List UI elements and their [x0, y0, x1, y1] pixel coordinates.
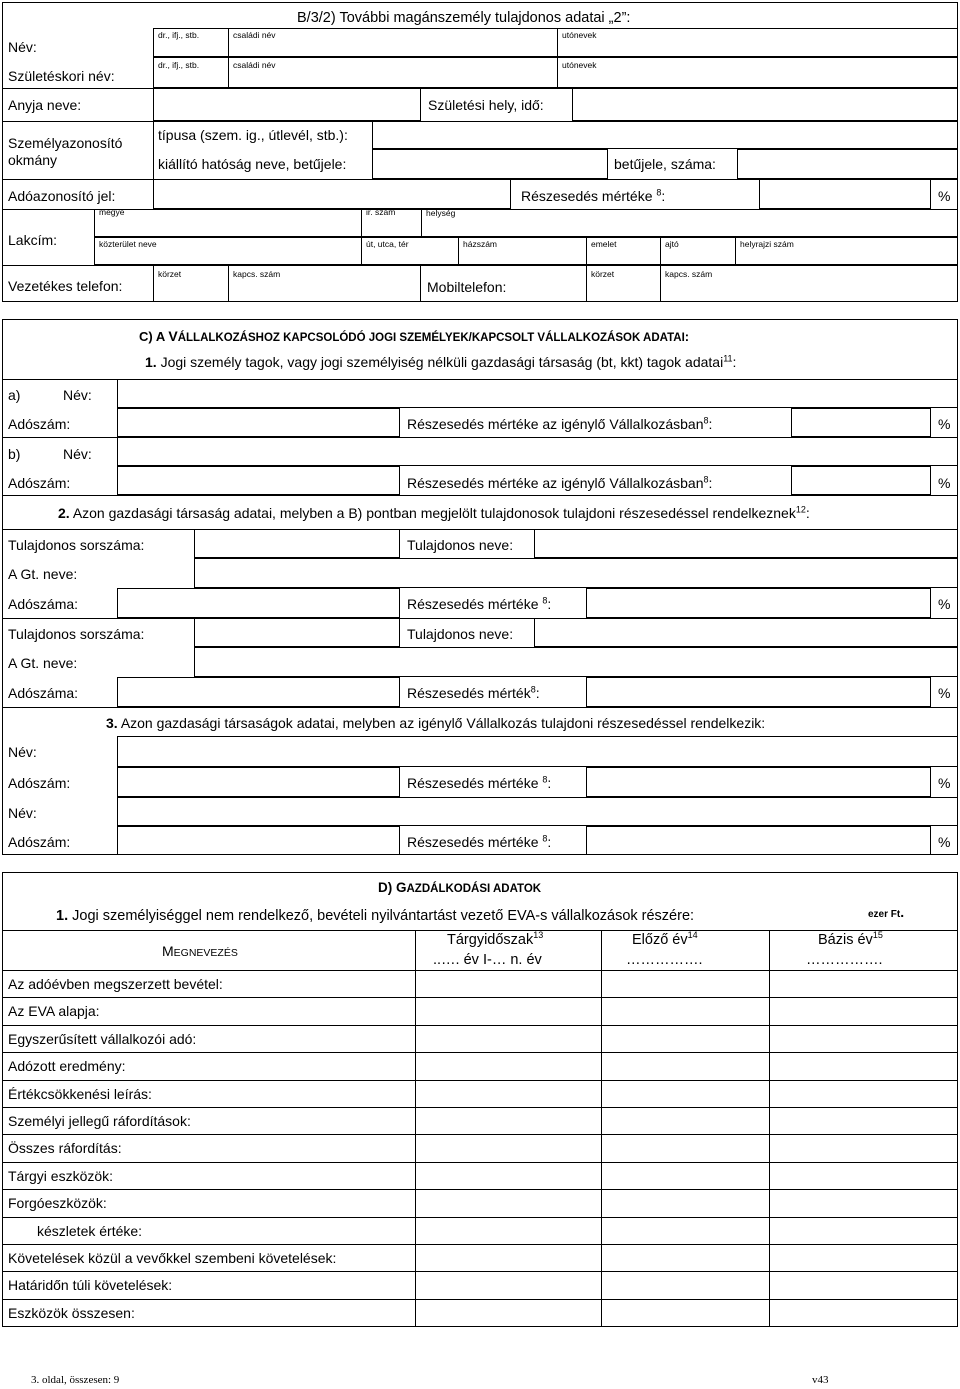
financial-value-cell-1[interactable]: [415, 1299, 601, 1326]
c3-adoszam-1-label: Adószám:: [8, 775, 71, 791]
lakcim-label: Lakcím:: [8, 232, 58, 248]
financial-value-cell-1[interactable]: [415, 1189, 601, 1216]
financial-value-cell-2[interactable]: [601, 1299, 769, 1326]
korzet-caption-2: körzet: [591, 269, 615, 279]
c3-adoszam-1-input[interactable]: [117, 767, 400, 797]
financial-value-cell-3[interactable]: [769, 1299, 958, 1326]
c3-nev-1-input[interactable]: [117, 736, 958, 767]
b-label: b): [8, 446, 21, 462]
financial-value-cell-2[interactable]: [601, 1080, 769, 1107]
b-adoszam-input[interactable]: [117, 466, 400, 495]
ajto-caption: ajtó: [665, 239, 679, 249]
financial-row-label: Adózott eredmény:: [8, 1058, 126, 1075]
a-reszesedes-label: Részesedés mértéke az igénylő Vállalkozásban$^8$:: [407, 415, 713, 432]
emelet-caption: emelet: [591, 239, 617, 249]
financial-value-cell-2[interactable]: [601, 1271, 769, 1298]
reszesedes-2-input[interactable]: [586, 677, 931, 707]
financial-value-cell-3[interactable]: [769, 1107, 958, 1134]
adoszama-1-input[interactable]: [117, 588, 400, 618]
adoszama-2-label: Adószáma:: [8, 685, 79, 701]
tulajdonos-neve-1-label: Tulajdonos neve:: [407, 537, 514, 553]
row-divider: [2, 1189, 958, 1190]
financial-value-cell-3[interactable]: [769, 970, 958, 997]
section-c-sub1: 1. Jogi személy tagok, vagy jogi személyiség nélküli gazdasági társaság (bt, kkt) tagok adatai$^{11}$:: [145, 353, 737, 370]
irszam-caption: ir. szám: [366, 207, 396, 217]
financial-value-cell-1[interactable]: [415, 1025, 601, 1052]
kapcs-caption-2: kapcs. szám: [665, 269, 713, 279]
gt-neve-1-input[interactable]: [194, 558, 958, 588]
reszesedes-input[interactable]: [759, 179, 931, 209]
section-b-title: B/3/2) További magánszemély tulajdonos adatai „2”:: [297, 10, 631, 26]
col1-period: ..…. év I-… n. év: [433, 952, 542, 968]
tulajdonos-sorszama-1-input[interactable]: [194, 529, 400, 558]
vezetekes-label: Vezetékes telefon:: [8, 278, 123, 294]
percent-sign: %: [938, 188, 951, 204]
financial-value-cell-3[interactable]: [769, 1244, 958, 1271]
b-reszesedes-input[interactable]: [791, 466, 931, 495]
financial-value-cell-3[interactable]: [769, 997, 958, 1024]
col3-header: Bázis $év^{15}$: [818, 930, 883, 948]
kiallito-label: kiállító hatóság neve, betűjele:: [158, 156, 347, 172]
col2-period: …………….: [626, 952, 703, 968]
financial-value-cell-2[interactable]: [601, 970, 769, 997]
reszesedes-label: Részesedés mértéke $^8$:: [521, 187, 666, 204]
tipusa-label: típusa (szem. ig., útlevél, stb.):: [158, 127, 348, 143]
section-d-sub1: 1. Jogi személyiséggel nem rendelkező, bevételi nyilvántartást vezető EVA-s vállalkozások részére:: [56, 908, 695, 924]
financial-value-cell-2[interactable]: [601, 1189, 769, 1216]
c3-reszesedes-2-input[interactable]: [586, 826, 931, 855]
b-nev-label: Név:: [63, 446, 92, 462]
financial-value-cell-3[interactable]: [769, 1134, 958, 1161]
dr-ifj-caption-2: dr., ifj., stb.: [158, 60, 200, 70]
financial-value-cell-3[interactable]: [769, 1217, 958, 1244]
financial-value-cell-2[interactable]: [601, 1244, 769, 1271]
financial-value-cell-1[interactable]: [415, 1244, 601, 1271]
megye-caption: megye: [99, 207, 125, 217]
ezer-ft-label: ezer Ft.: [868, 904, 905, 920]
financial-value-cell-3[interactable]: [769, 1189, 958, 1216]
financial-row-label: készletek értéke:: [37, 1222, 143, 1239]
adoszama-2-input[interactable]: [117, 677, 400, 707]
financial-row-label: Követelések közül a vevőkkel szembeni követelések:: [8, 1250, 337, 1266]
szuletesi-hely-label: Születési hely, idő:: [428, 97, 544, 113]
financial-value-cell-3[interactable]: [769, 1025, 958, 1052]
c3-reszesedes-1-input[interactable]: [586, 767, 931, 797]
version-label: v43: [812, 1374, 829, 1386]
c3-adoszam-2-label: Adószám:: [8, 834, 71, 850]
gt-neve-2-label: A Gt. neve:: [8, 655, 78, 671]
c3-percent-2: %: [938, 834, 951, 850]
tulajdonos-neve-1-input[interactable]: [534, 529, 958, 558]
financial-value-cell-2[interactable]: [601, 1025, 769, 1052]
financial-value-cell-1[interactable]: [415, 1134, 601, 1161]
kozterulet-caption: közterület neve: [99, 239, 157, 249]
financial-row-label: Egyszerűsített vállalkozói adó:: [8, 1030, 197, 1047]
financial-value-cell-1[interactable]: [415, 997, 601, 1024]
financial-value-cell-1[interactable]: [415, 1217, 601, 1244]
kapcs-caption: kapcs. szám: [233, 269, 281, 279]
helyseg-caption: helység: [426, 208, 456, 218]
a-nev-input[interactable]: [117, 379, 958, 408]
financial-value-cell-3[interactable]: [769, 1052, 958, 1079]
helyrajzi-caption: helyrajzi szám: [740, 239, 794, 249]
betujele-input[interactable]: [737, 149, 958, 179]
row-divider: [2, 1244, 958, 1245]
gt-neve-1-label: A Gt. neve:: [8, 566, 78, 582]
a-nev-label: Név:: [63, 387, 92, 403]
szemelyazonosito-label: Személyazonosító: [8, 135, 123, 151]
financial-value-cell-2[interactable]: [601, 997, 769, 1024]
nev-label: Név:: [8, 39, 37, 55]
szuletesi-hely-input[interactable]: [572, 88, 958, 121]
b-adoszam-label: Adószám:: [8, 475, 71, 491]
financial-row-label: Eszközök összesen:: [8, 1304, 135, 1321]
financial-row-label: Értékcsökkenési leírás:: [8, 1085, 152, 1102]
a-percent: %: [938, 416, 951, 432]
financial-row-label: Határidőn túli követelések:: [8, 1277, 173, 1294]
financial-value-cell-2[interactable]: [601, 1052, 769, 1079]
tulajdonos-sorszama-2-input[interactable]: [194, 618, 400, 647]
nev-input[interactable]: [153, 28, 958, 57]
tulajdonos-sorszama-2-label: Tulajdonos sorszáma:: [8, 626, 145, 642]
financial-value-cell-1[interactable]: [415, 1162, 601, 1189]
financial-value-cell-2[interactable]: [601, 1134, 769, 1161]
financial-value-cell-2[interactable]: [601, 1217, 769, 1244]
ut-utca-caption: út, utca, tér: [366, 239, 409, 249]
anyja-neve-input[interactable]: [153, 88, 421, 121]
kiallito-input[interactable]: [372, 149, 608, 179]
row-divider: [2, 1025, 958, 1026]
financial-value-cell-2[interactable]: [601, 1107, 769, 1134]
row-divider: [2, 1299, 958, 1300]
financial-row-label: Tárgyi eszközök:: [8, 1167, 114, 1184]
row-divider: [2, 1217, 958, 1218]
reszesedes-2-label: Részesedés mérték$^8$:: [407, 684, 540, 701]
megnevezes-header: MEGNEVEZÉS: [162, 943, 238, 959]
financial-value-cell-1[interactable]: [415, 1107, 601, 1134]
a-reszesedes-input[interactable]: [791, 408, 931, 437]
row-divider: [2, 1134, 958, 1135]
b-reszesedes-label: Részesedés mértéke az igénylő Vállalkozásban$^8$:: [407, 474, 713, 491]
tulajdonos-sorszama-1-label: Tulajdonos sorszáma:: [8, 537, 145, 553]
c3-nev-1-label: Név:: [8, 744, 37, 760]
section-c-sub3: 3. Azon gazdasági társaságok adatai, melyben az igénylő Vállalkozás tulajdoni részesedéssel rendelkezik:: [106, 715, 766, 731]
financial-value-cell-1[interactable]: [415, 1080, 601, 1107]
csaladi-nev-caption: családi név: [233, 30, 276, 40]
a-label: a): [8, 387, 21, 403]
row-divider: [2, 1271, 958, 1272]
c3-reszesedes-2-label: Részesedés mértéke $^8$:: [407, 833, 552, 850]
mobiltelefon-input[interactable]: [586, 265, 958, 302]
financial-row-label: Az adóévben megszerzett bevétel:: [8, 976, 223, 992]
financial-value-cell-3[interactable]: [769, 1162, 958, 1189]
reszesedes-1-input[interactable]: [586, 588, 931, 618]
col2-header: Előző $év^{14}$: [632, 930, 698, 948]
b-percent: %: [938, 475, 951, 491]
gt-neve-2-input[interactable]: [194, 647, 958, 677]
row-divider: [2, 1080, 958, 1081]
col3-period: …………….: [806, 952, 883, 968]
financial-row-label: Személyi jellegű ráfordítások:: [8, 1113, 191, 1129]
okmany-label: okmány: [8, 152, 58, 168]
dr-ifj-caption: dr., ifj., stb.: [158, 30, 200, 40]
szuleteskori-nev-label: Születéskori név:: [8, 68, 115, 84]
c3-nev-2-label: Név:: [8, 805, 37, 821]
financial-value-cell-2[interactable]: [601, 1162, 769, 1189]
financial-value-cell-1[interactable]: [415, 970, 601, 997]
c3-nev-2-input[interactable]: [117, 797, 958, 826]
lakcim-row2-input[interactable]: [94, 237, 958, 265]
mobiltelefon-label: Mobiltelefon:: [427, 279, 507, 295]
financial-value-cell-1[interactable]: [415, 1271, 601, 1298]
percent-2: %: [938, 685, 951, 701]
row-divider: [2, 1107, 958, 1108]
adoszama-1-label: Adószáma:: [8, 596, 79, 612]
vezetekes-input[interactable]: [153, 265, 421, 302]
row-divider: [2, 997, 958, 998]
c3-percent-1: %: [938, 775, 951, 791]
financial-row-label: Forgóeszközök:: [8, 1195, 107, 1212]
tipusa-input[interactable]: [372, 121, 958, 149]
utonevek-caption: utónevek: [562, 30, 597, 40]
tulajdonos-neve-2-label: Tulajdonos neve:: [407, 626, 514, 642]
row-divider: [2, 1162, 958, 1163]
section-c-title: C) A VÁLLALKOZÁSHOZ KAPCSOLÓDÓ JOGI SZEMÉLYEK/KAPCSOLT VÁLLALKOZÁSOK ADATAI:: [139, 328, 690, 344]
hazszam-caption: házszám: [463, 239, 498, 249]
financial-row-label: Összes ráfordítás:: [8, 1140, 122, 1157]
szuleteskori-nev-input[interactable]: [153, 57, 958, 88]
tulajdonos-neve-2-input[interactable]: [534, 618, 958, 647]
section-d-title: D) GAZDÁLKODÁSI ADATOK: [378, 880, 542, 895]
financial-row-label: Az EVA alapja:: [8, 1003, 100, 1020]
financial-value-cell-3[interactable]: [769, 1271, 958, 1298]
financial-value-cell-3[interactable]: [769, 1080, 958, 1107]
utonevek-caption-2: utónevek: [562, 60, 597, 70]
lakcim-row1-input[interactable]: [94, 209, 958, 237]
anyja-neve-label: Anyja neve:: [8, 97, 82, 113]
korzet-caption: körzet: [158, 269, 182, 279]
percent-1: %: [938, 596, 951, 612]
csaladi-nev-caption-2: családi név: [233, 60, 276, 70]
reszesedes-1-label: Részesedés mértéke $^8$:: [407, 595, 552, 612]
adoazonosito-label: Adóazonosító jel:: [8, 188, 116, 204]
a-adoszam-label: Adószám:: [8, 416, 71, 432]
col1-header: Tárgyidőszak$^{13}$: [447, 930, 544, 948]
a-adoszam-input[interactable]: [117, 408, 400, 437]
c3-adoszam-2-input[interactable]: [117, 826, 400, 855]
adoazonosito-input[interactable]: [153, 179, 511, 209]
b-nev-input[interactable]: [117, 437, 958, 466]
betujele-label: betűjele, száma:: [614, 156, 716, 172]
section-c-sub2: 2. Azon gazdasági társaság adatai, melyben a B) pontban megjelölt tulajdonosok tulajdoni részesedéssel rendelkeznek$^{12}$:: [58, 504, 810, 521]
financial-value-cell-1[interactable]: [415, 1052, 601, 1079]
row-divider: [2, 1052, 958, 1053]
c3-reszesedes-1-label: Részesedés mértéke $^8$:: [407, 774, 552, 791]
page-number: 3. oldal, összesen: 9: [31, 1374, 120, 1386]
